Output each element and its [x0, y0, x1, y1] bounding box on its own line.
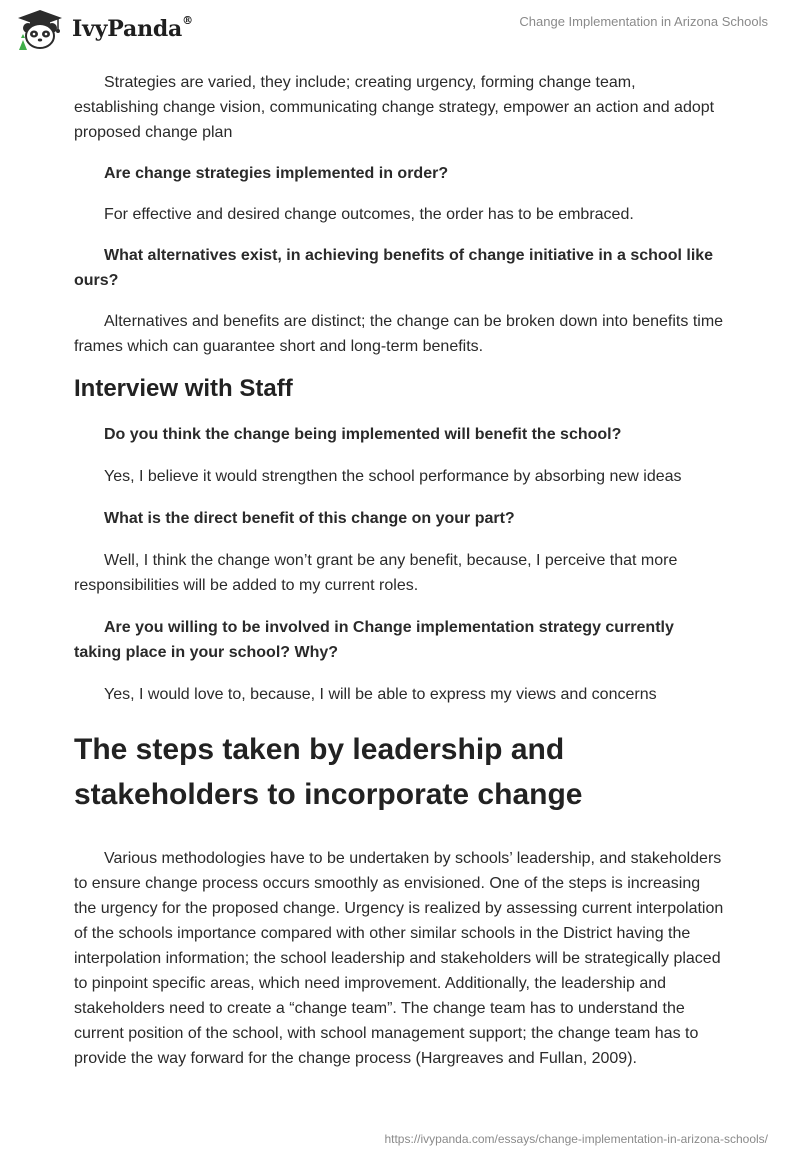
ivypanda-logo[interactable]: [14, 8, 193, 50]
paragraph: Strategies are varied, they include; creating urgency, forming change team, establishing change vision, communicating change strategy, empower an action and adopt proposed change plan: [74, 74, 715, 141]
panda-logo-icon: [14, 8, 66, 50]
interview-question: Are you willing to be involved in Change implementation strategy currently taking place in your school? Why?: [74, 619, 674, 661]
section-heading-steps: The steps taken by leadership and stakeholders to incorporate change: [74, 733, 583, 811]
interview-answer: Well, I think the change won’t grant be any benefit, because, I perceive that more responsibilities will be added to my current roles.: [74, 552, 678, 594]
document-title: Change Implementation in Arizona Schools: [519, 14, 768, 29]
interview-question: What alternatives exist, in achieving benefits of change initiative in a school like ours?: [74, 247, 714, 289]
interview-question: Do you think the change being implemented will benefit the school?: [104, 426, 622, 443]
interview-answer: Yes, I would love to, because, I will be able to express my views and concerns: [104, 686, 657, 703]
essay-content: [74, 70, 724, 1071]
source-url: https://ivypanda.com/essays/change-implementation-in-arizona-schools/: [384, 1132, 768, 1146]
registered-mark: ®: [182, 14, 193, 27]
interview-answer: Yes, I believe it would strengthen the school performance by absorbing new ideas: [104, 468, 682, 485]
logo-wordmark: IvyPanda®: [72, 14, 193, 42]
interview-question: What is the direct benefit of this change on your part?: [104, 510, 515, 527]
interview-answer: Alternatives and benefits are distinct; the change can be broken down into benefits time frames which can guarantee short and long-term benefits.: [74, 313, 724, 355]
page-header: [0, 0, 800, 60]
interview-question: Are change strategies implemented in order?: [104, 165, 449, 182]
interview-answer: For effective and desired change outcomes, the order has to be embraced.: [104, 206, 634, 223]
section-heading-staff: Interview with Staff: [74, 375, 293, 402]
paragraph: Various methodologies have to be undertaken by schools’ leadership, and stakeholders to ensure change process occurs smoothly as envisioned. One of the steps is increasing the urgency for the proposed change. Urgency is realized by assessing current interpolation of the schools importance compared with other similar schools in the District having the interpolation information; the school leadership and stakeholders will be strategically placed to pinpoint specific areas, which need improvement. Additionally, the leadership and stakeholders need to create a “change team”. The change team has to understand the current position of the school, with school management support; the change team has to provide the way forward for the change process (Hargreaves and Fullan, 2009).: [74, 850, 724, 1067]
